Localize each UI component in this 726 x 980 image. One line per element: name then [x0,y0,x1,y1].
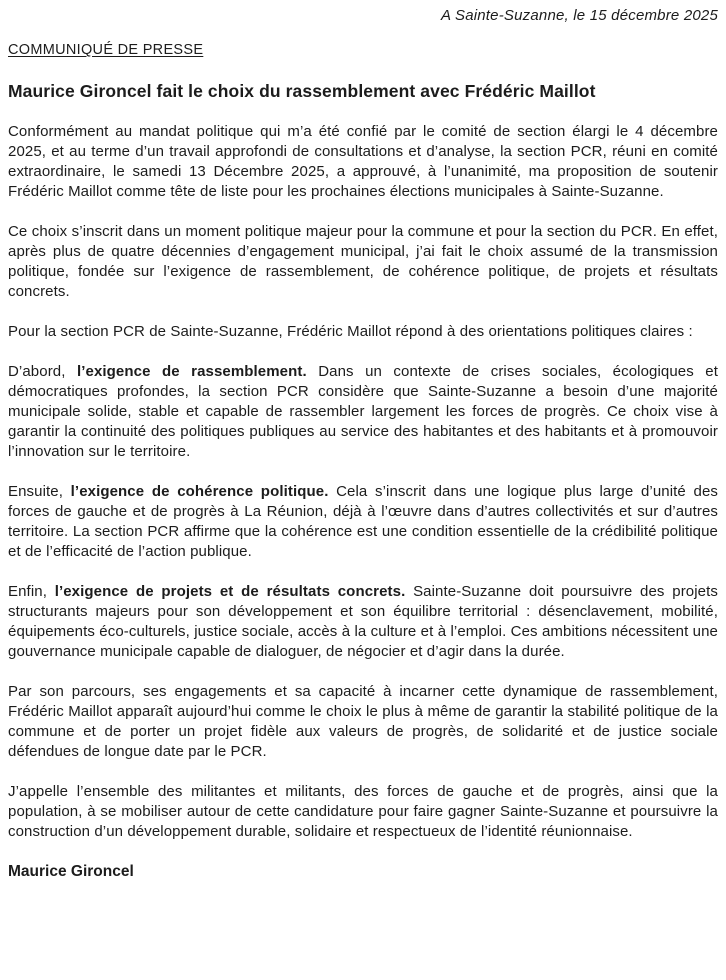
dateline: A Sainte-Suzanne, le 15 décembre 2025 [440,7,718,24]
paragraph-coherence-rest: Cela s’inscrit dans une logique plus large d’unité des forces de gauche et de progrès à La Réunion, déjà à l’œuvre dans d’autres collectivités et sur d’autres territoire. La section PCR affirme que la cohérence est une condition essentielle de la crédibilité politique et de l’efficacité de l’action publique. [8,483,718,560]
paragraph-political-moment: Ce choix s’inscrit dans un moment politique majeur pour la commune et pour la section du PCR. En effet, après plus de quatre décennies d’engagement municipal, j’ai fait le choix assumé de la transmission politique, fondée sur l’exigence de rassemblement, de cohérence politique, de projets et résultats concrets. [8,223,718,300]
paragraph-mandate: Conformément au mandat politique qui m’a été confié par le comité de section élargi le 4 décembre 2025, et au terme d’un travail approfondi de consultations et d’analyse, la section PCR, réuni en comité extraordinaire, le samedi 13 Décembre 2025, a approuvé, à l’unanimité, ma proposition de soutenir Frédéric Maillot comme tête de liste pour les prochaines élections municipales à Sainte-Suzanne. [8,123,718,200]
paragraph-parcours: Par son parcours, ses engagements et sa capacité à incarner cette dynamique de rassemblement, Frédéric Maillot apparaît aujourd’hui comme le choix le plus à même de garantir la stabilité politique de la commune et de porter un projet fidèle aux valeurs de progrès, de solidarité et de justice sociale défendues de longue date par le PCR. [8,683,718,760]
paragraph-projets-bold: l’exigence de projets et de résultats concrets. [54,583,406,600]
kicker [8,41,718,60]
page-title: Maurice Gironcel fait le choix du rassemblement avec Frédéric Maillot [8,81,596,101]
paragraph-coherence [8,482,718,562]
paragraph-rassemblement [8,362,718,462]
paragraph-orientations-intro: Pour la section PCR de Sainte-Suzanne, Frédéric Maillot répond à des orientations politiques claires : [8,323,693,340]
paragraph-projets-rest: Sainte-Suzanne doit poursuivre des projets structurants majeurs pour son développement et son équilibre territorial : désenclavement, mobilité, équipements éco-culturels, justice sociale, accès à la culture et à l’emploi. Ces ambitions nécessitent une gouvernance municipale capable de dialoguer, de négocier et d’agir dans la durée. [8,583,718,660]
paragraph-rassemblement-rest: Dans un contexte de crises sociales, écologiques et démocratiques profondes, la section PCR considère que Sainte-Suzanne a besoin d’une majorité municipale solide, stable et capable de rassembler largement les forces de progrès. Ce choix vise à garantir la continuité des politiques publiques au service des habitantes et des habitants et à promouvoir l’innovation sur le territoire. [8,363,719,460]
signature: Maurice Gironcel [8,863,134,880]
paragraph-appel: J’appelle l’ensemble des militantes et militants, des forces de gauche et de progrès, ainsi que la population, à se mobiliser autour de cette candidature pour faire gagner Sainte-Suzanne et poursuivre la construction d’un développement durable, solidaire et respectueux de l’identité réunionnaise. [8,783,718,840]
paragraph-rassemblement-bold: l’exigence de rassemblement. [76,363,307,380]
paragraph-rassemblement-intro: D’abord, [8,363,77,380]
paragraph-coherence-bold: l’exigence de cohérence politique. [70,483,329,500]
paragraph-coherence-intro: Ensuite, [8,483,71,500]
kicker-text: COMMUNIQUÉ DE PRESSE [8,42,204,58]
paragraph-projets [8,582,718,662]
paragraph-projets-intro: Enfin, [8,583,55,600]
